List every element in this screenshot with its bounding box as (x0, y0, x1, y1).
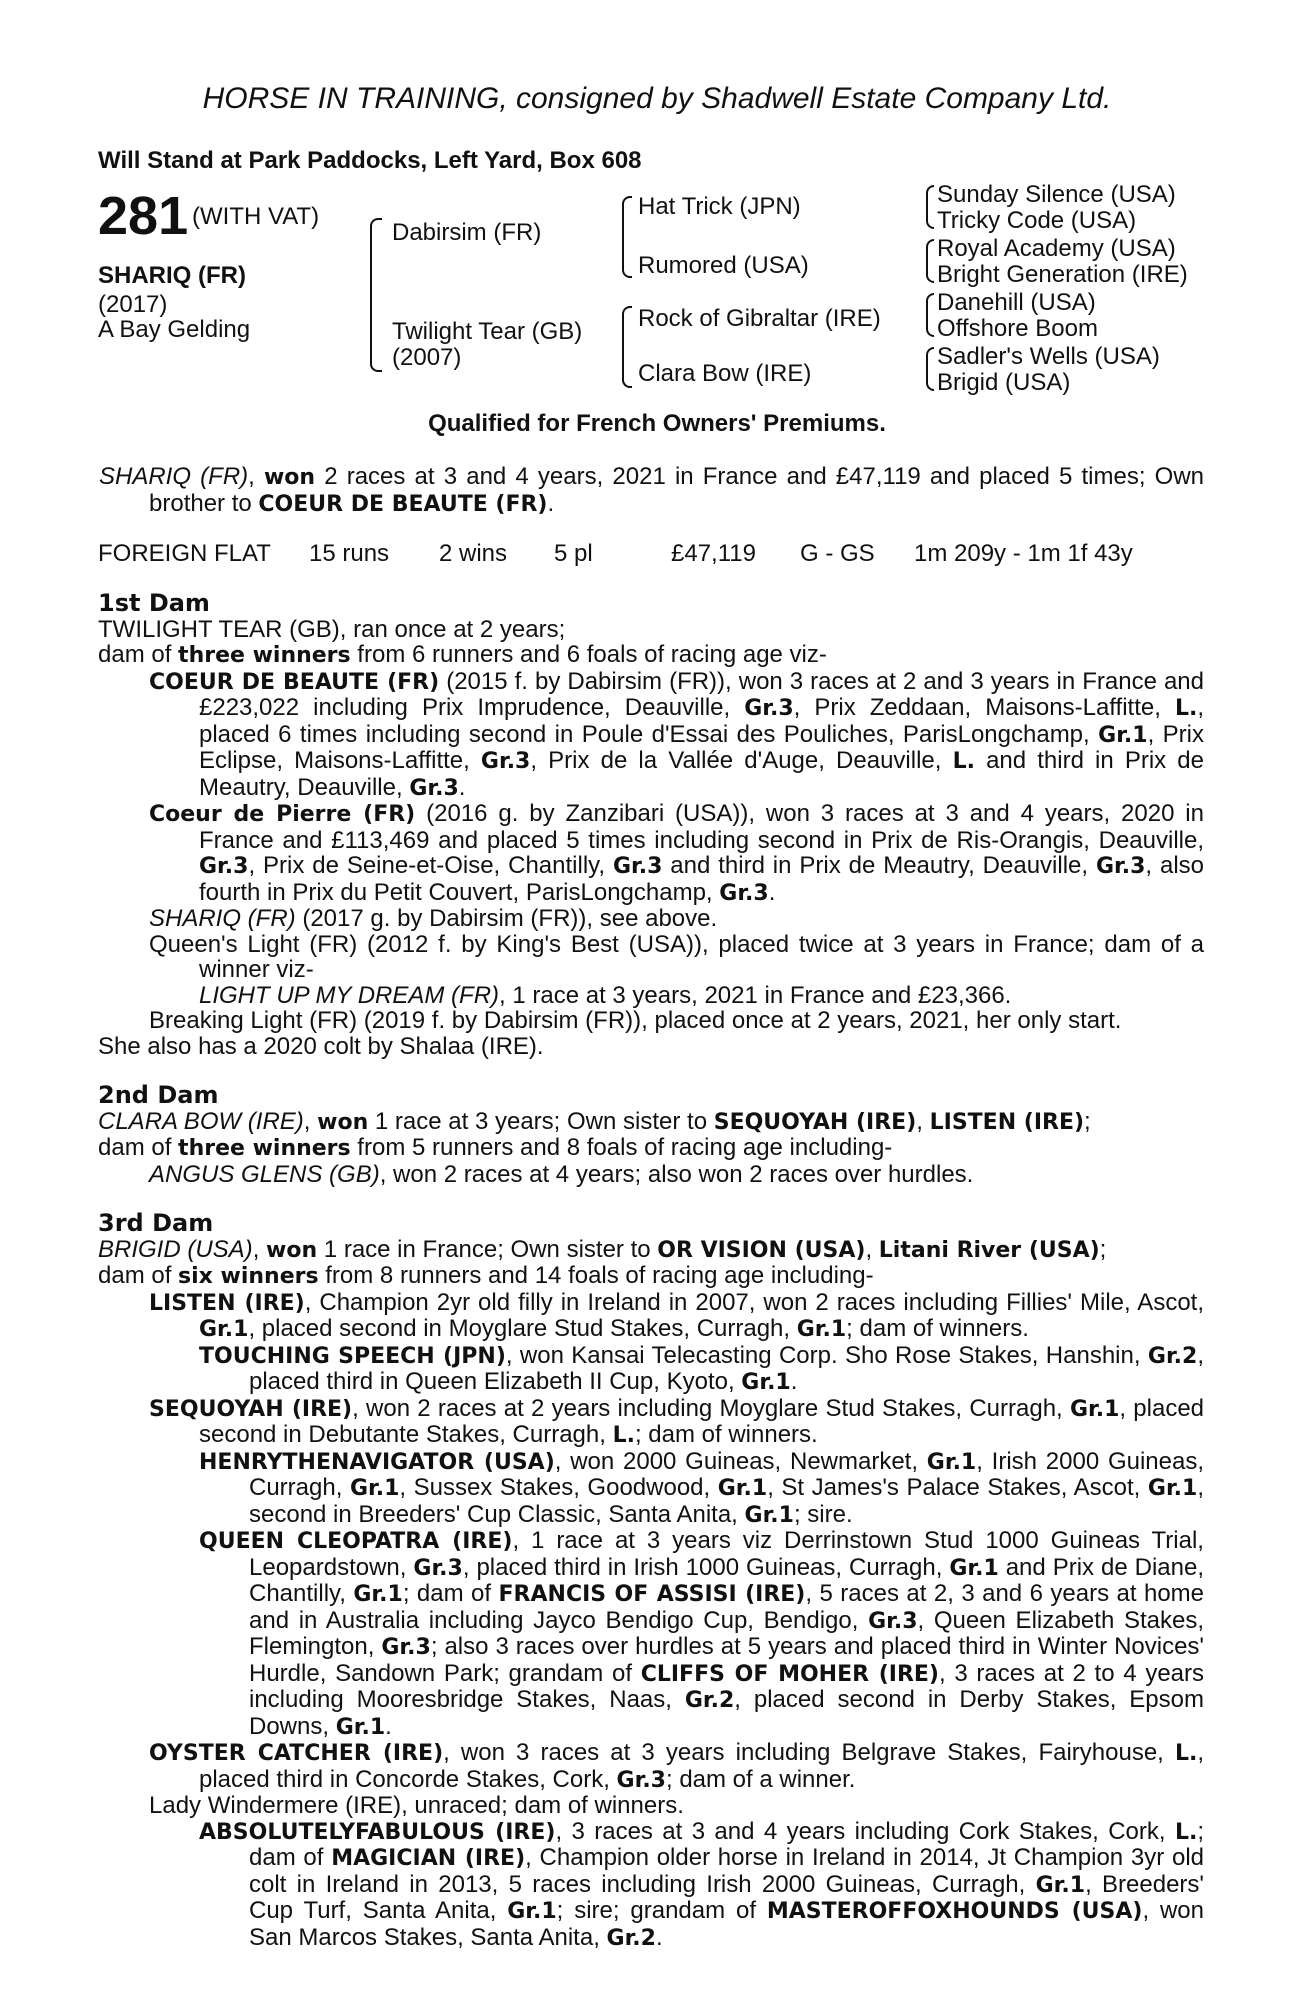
dam-produce-line: dam of three winners from 5 runners and 8 foals of racing age including- (98, 1134, 893, 1161)
produce-entry: QUEEN CLEOPATRA (IRE), 1 race at 3 years viz Derrinstown Stud 1000 Guineas Trial, Leopardstown, Gr.3, placed third in Irish 1000 Guineas, Curragh, Gr.1 and Prix de Diane, Chantilly, Gr.1; dam of FRANCIS OF ASSISI (IRE), 5 races at 2, 3 and 6 years at home and in Australia including Jayco Bendigo Cup, Bendigo, Gr.3, Queen Elizabeth Stakes, Flemington, Gr.3; also 3 races over hurdles at 5 years and placed third in Winter Novices' Hurdle, Sandown Park; grandam of CLIFFS OF MOHER (IRE), 3 races at 2 to 4 years including Mooresbridge Stakes, Naas, Gr.2, placed second in Derby Stakes, Epsom Downs, Gr.1. (199, 1527, 1205, 1740)
produce-entry: Queen's Light (FR) (2012 f. by King's Best (USA)), placed twice at 3 years in France; dam of a winner viz- (149, 930, 1204, 983)
pedigree-ancestor: Sadler's Wells (USA) (937, 343, 1160, 370)
produce-entry: Lady Windermere (IRE), unraced; dam of winners. (149, 1792, 684, 1819)
produce-entry: LIGHT UP MY DREAM (FR), 1 race at 3 years, 2021 in France and £23,366. (199, 981, 1012, 1009)
produce-entry: TOUCHING SPEECH (JPN), won Kansai Telecasting Corp. Sho Rose Stakes, Hanshin, Gr.2, placed third in Queen Elizabeth II Cup, Kyoto, Gr.1. (199, 1341, 1204, 1395)
pedigree-ancestor: Tricky Code (USA) (937, 207, 1137, 234)
sire: Dabirsim (FR) (392, 219, 542, 246)
dam-produce-line: dam of six winners from 8 runners and 14 foals of racing age including- (98, 1262, 874, 1289)
lot-number: 281 (98, 186, 189, 246)
pedigree-ancestor: Danehill (USA) (937, 289, 1096, 316)
dam-line: BRIGID (USA), won 1 race in France; Own sister to OR VISION (USA), Litani River (USA); (98, 1235, 1107, 1263)
stand-location: Will Stand at Park Paddocks, Left Yard, Box 608 (98, 147, 642, 174)
pedigree-ancestor: Brigid (USA) (937, 369, 1071, 396)
record-category: FOREIGN FLAT (98, 540, 271, 567)
pedigree-brace (926, 239, 934, 283)
pedigree-ancestor: Royal Academy (USA) (937, 235, 1176, 262)
horse-name: SHARIQ (FR) (98, 262, 246, 289)
pedigree-brace (622, 196, 632, 278)
produce-entry: ANGUS GLENS (GB), won 2 races at 4 years; also won 2 races over hurdles. (149, 1160, 974, 1188)
catalogue-header: HORSE IN TRAINING, consigned by Shadwell Estate Company Ltd. (202, 82, 1112, 115)
pedigree-brace (622, 306, 632, 388)
qualified-note: Qualified for French Owners' Premiums. (428, 410, 886, 437)
pedigree-ancestor: Offshore Boom (937, 315, 1098, 342)
dam-sire: Rock of Gibraltar (IRE) (638, 305, 881, 332)
produce-entry: ABSOLUTELYFABULOUS (IRE), 3 races at 3 and 4 years including Cork Stakes, Cork, L.; dam of MAGICIAN (IRE), Champion older horse in Ireland in 2014, Jt Champion 3yr old colt in Ireland in 2013, 5 races including Irish 2000 Guineas, Curragh, Gr.1, Breeders' Cup Turf, Santa Anita, Gr.1; sire; grandam of MASTEROFFOXHOUNDS (USA), won San Marcos Stakes, Santa Anita, Gr.2. (199, 1817, 1205, 1951)
pedigree-brace (926, 347, 934, 391)
dam-produce-line: dam of three winners from 6 runners and 6 foals of racing age viz- (98, 641, 827, 668)
pedigree-brace (370, 218, 382, 372)
dam: Twilight Tear (GB) (392, 318, 583, 345)
produce-note: She also has a 2020 colt by Shalaa (IRE). (98, 1032, 544, 1060)
horse-description: A Bay Gelding (98, 316, 251, 343)
pedigree-brace (926, 185, 934, 229)
dam-dam: Clara Bow (IRE) (638, 360, 812, 387)
dam-year: (2007) (392, 344, 462, 371)
vat-note: (WITH VAT) (192, 203, 320, 230)
record-going: G - GS (800, 540, 875, 567)
race-summary: SHARIQ (FR), won 2 races at 3 and 4 years, 2021 in France and £47,119 and placed 5 times; Own brother to COEUR DE BEAUTE (FR). (99, 463, 1204, 517)
dam-line: CLARA BOW (IRE), won 1 race at 3 years; Own sister to SEQUOYAH (IRE), LISTEN (IRE); (98, 1107, 1091, 1135)
section-title: 2nd Dam (98, 1081, 219, 1109)
race-record (98, 541, 1204, 567)
dam-line: TWILIGHT TEAR (GB), ran once at 2 years; (98, 615, 566, 643)
record-wins: 2 wins (439, 540, 508, 567)
pedigree-ancestor: Bright Generation (IRE) (937, 261, 1188, 288)
produce-entry: Breaking Light (FR) (2019 f. by Dabirsim (FR)), placed once at 2 years, 2021, her only start. (149, 1007, 1122, 1034)
produce-entry: SEQUOYAH (IRE), won 2 races at 2 years including Moyglare Stud Stakes, Curragh, Gr.1, placed second in Debutante Stakes, Curragh, L.; dam of winners. (149, 1394, 1205, 1448)
pedigree-brace (926, 293, 934, 337)
record-placed: 5 pl (554, 540, 593, 567)
horse-name-ref: SHARIQ (FR) (99, 463, 249, 490)
pedigree-notes (98, 591, 1204, 1951)
record-runs: 15 runs (309, 540, 390, 567)
sire-dam: Rumored (USA) (638, 252, 809, 279)
section-title: 3rd Dam (98, 1209, 214, 1237)
sire-sire: Hat Trick (JPN) (638, 193, 801, 220)
produce-entry: HENRYTHENAVIGATOR (USA), won 2000 Guineas, Newmarket, Gr.1, Irish 2000 Guineas, Curragh, Gr.1, Sussex Stakes, Goodwood, Gr.1, St James's Palace Stakes, Ascot, Gr.1, second in Breeders' Cup Classic, Santa Anita, Gr.1; sire. (199, 1447, 1205, 1528)
produce-entry: Coeur de Pierre (FR) (2016 g. by Zanzibari (USA)), won 3 races at 3 and 4 years, 2020 in France and £113,469 and placed 5 times including second in Prix de Ris-Orangis, Deauville, Gr.3, Prix de Seine-et-Oise, Chantilly, Gr.3 and third in Prix de Meautry, Deauville, Gr.3, also fourth in Prix du Petit Couvert, ParisLongchamp, Gr.3. (149, 800, 1205, 906)
pedigree-ancestor: Sunday Silence (USA) (937, 181, 1176, 208)
section-title: 1st Dam (98, 589, 210, 617)
horse-year: (2017) (98, 291, 168, 318)
record-earnings: £47,119 (671, 540, 756, 567)
produce-entry: OYSTER CATCHER (IRE), won 3 races at 3 years including Belgrave Stakes, Fairyhouse, L., placed third in Concorde Stakes, Cork, Gr.3; dam of a winner. (149, 1739, 1205, 1793)
produce-entry: COEUR DE BEAUTE (FR) (2015 f. by Dabirsim (FR)), won 3 races at 2 and 3 years in France and £223,022 including Prix Imprudence, Deauville, Gr.3, Prix Zeddaan, Maisons-Laffitte, L., placed 6 times including second in Poule d'Essai des Pouliches, ParisLongchamp, Gr.1, Prix Eclipse, Maisons-Laffitte, Gr.3, Prix de la Vallée d'Auge, Deauville, L. and third in Prix de Meautry, Deauville, Gr.3. (149, 667, 1205, 801)
produce-entry: SHARIQ (FR) (2017 g. by Dabirsim (FR)), see above. (149, 905, 718, 932)
record-distance: 1m 209y - 1m 1f 43y (914, 540, 1133, 567)
produce-entry: LISTEN (IRE), Champion 2yr old filly in Ireland in 2007, won 2 races including Fillies' Mile, Ascot, Gr.1, placed second in Moyglare Stud Stakes, Curragh, Gr.1; dam of winners. (149, 1288, 1205, 1342)
